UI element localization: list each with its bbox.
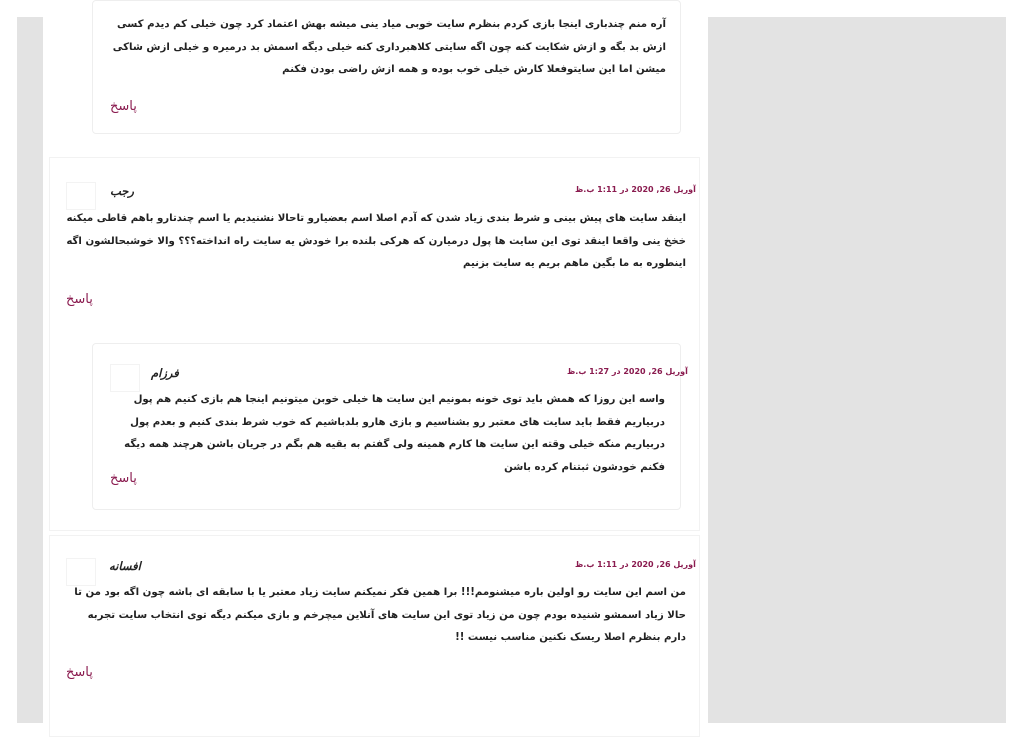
reply-button[interactable]: پاسخ	[66, 665, 93, 680]
avatar	[66, 182, 96, 210]
comment-text: واسه این روزا که همش باید توی خونه بمونیم این سایت ها خیلی خوبن میتونیم اینجا هم بازی کنیم هم پول دربیاریم فقط باید سایت های معتبر رو بشناسیم و بازی هارو بلدباشیم که خوب شرط بندی کنیم و بعدم پول دربیاریم منکه خیلی وقته این سایت ها کارم همینه ولی گفتم به بقیه هم بگم در جریان باشن هرچند همه دیگه فکنم خودشون ثبتنام کرده باشن	[124, 394, 665, 473]
comment-author: رجب	[110, 184, 134, 198]
avatar	[110, 364, 140, 392]
comment-text: اینقد سایت های پیش بینی و شرط بندی زیاد شدن که آدم اصلا اسم بعضیارو تاحالا نشنیدیم یا اسم چندتارو باهم قاطی میکنه خخخ ینی واقعا اینقد توی این سایت ها پول درمیارن که هرکی بلنده برا خودش یه سایت راه انداخته؟؟؟ والا خوشبحالشون اگه اینطوره به ما بگین ماهم بریم یه سایت بزنیم	[66, 213, 686, 269]
comment-text: آره منم چندباری اینجا بازی کردم بنظرم سایت خوبی میاد ینی میشه بهش اعتماد کرد چون خیلی کم دیدم کسی ازش بد بگه و ازش شکایت کنه چون اگه سایتی کلاهبرداری کنه خیلی دیگه اسمش بد درمیره و خیلی ازش شاکی میشن اما این سایتوفعلا کارش خیلی خوب بوده و همه ازش راضی بودن فکنم	[112, 19, 666, 75]
reply-button[interactable]: پاسخ	[66, 292, 93, 307]
comment-author: افسانه	[109, 559, 141, 573]
reply-button[interactable]: پاسخ	[110, 99, 137, 114]
reply-button[interactable]: پاسخ	[110, 471, 137, 486]
comment-date[interactable]: آوریل 26, 2020 در 1:11 ب.ظ	[575, 560, 696, 569]
comment-text: من اسم این سایت رو اولین باره میشنومم!!! برا همین فکر نمیکنم سایت زیاد معتبر یا با سابقه ای باشه چون اگه بود من تا حالا زیاد اسمشو شنیده بودم چون من زیاد توی این سایت های آنلاین میچرخم و بازی میکنم دیگه توی انتخاب سایت تجربه دارم بنظرم اصلا ریسک نکنین مناسب نیست !!	[74, 587, 686, 643]
comment-author: فرزام	[151, 366, 179, 380]
comment-date[interactable]: آوریل 26, 2020 در 1:11 ب.ظ	[575, 185, 696, 194]
comment-date[interactable]: آوریل 26, 2020 در 1:27 ب.ظ	[567, 367, 688, 376]
